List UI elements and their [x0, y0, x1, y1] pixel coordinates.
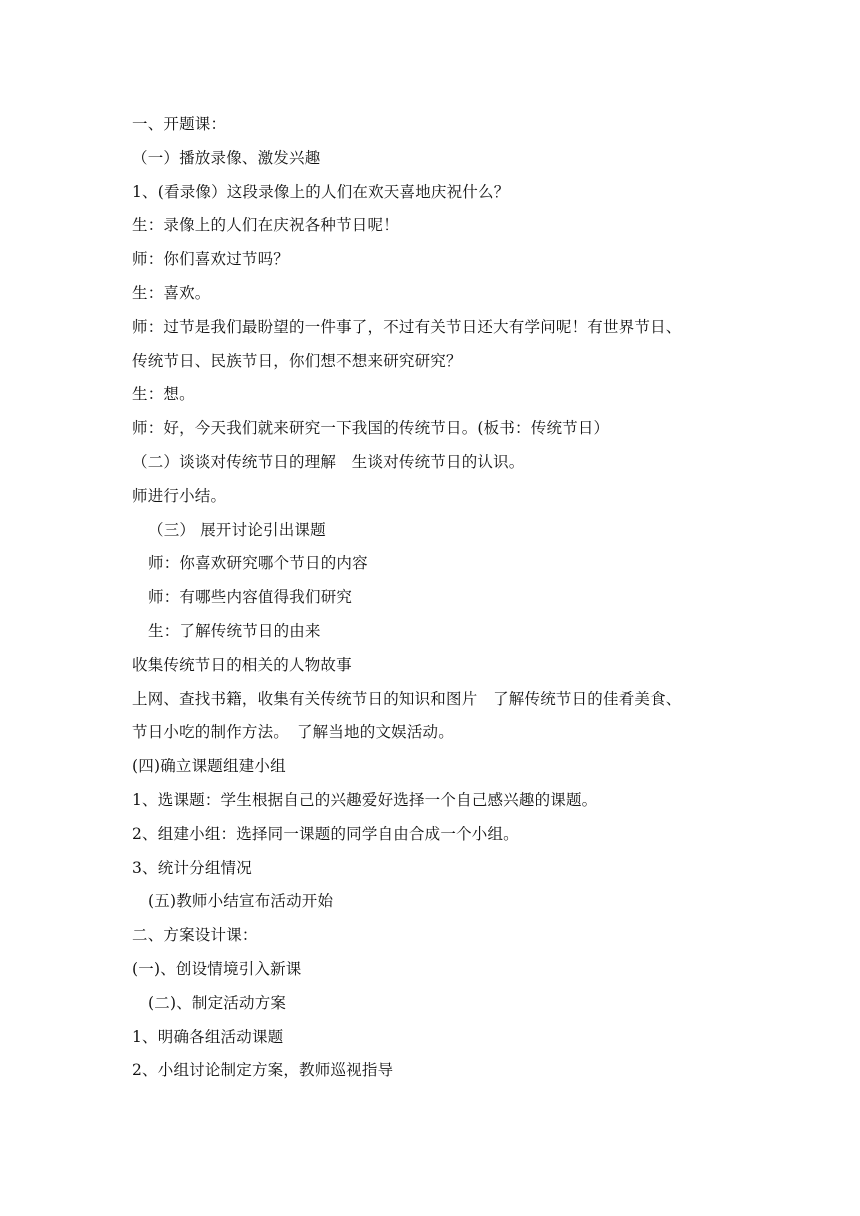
text-line: 师：你喜欢研究哪个节日的内容	[148, 554, 368, 573]
text-line: 1、选课题：学生根据自己的兴趣爱好选择一个自己感兴趣的课题。	[132, 790, 598, 809]
text-line: 节日小吃的制作方法。 了解当地的文娱活动。	[132, 723, 454, 742]
text-line: 传统节日、民族节日，你们想不想来研究研究？	[132, 351, 462, 370]
text-line: 师：好，今天我们就来研究一下我国的传统节日。(板书：传统节日）	[132, 419, 610, 438]
text-line: （二）谈谈对传统节日的理解 生谈对传统节日的认识。	[132, 452, 525, 471]
text-line: 收集传统节日的相关的人物故事	[132, 655, 352, 674]
text-line: 生：了解传统节日的由来	[148, 621, 321, 640]
text-line: 师：过节是我们最盼望的一件事了，不过有关节日还大有学问呢！有世界节日、	[132, 317, 682, 336]
text-line: 师：有哪些内容值得我们研究	[148, 588, 353, 607]
text-line: 3、统计分组情况	[132, 858, 252, 877]
text-line: 生：想。	[132, 385, 195, 404]
text-line: 二、方案设计课：	[132, 926, 258, 945]
text-line: 1、明确各组活动课题	[132, 1027, 284, 1046]
text-line: (一)、创设情境引入新课	[132, 959, 302, 978]
text-line: 2、组建小组：选择同一课题的同学自由合成一个小组。	[132, 824, 519, 843]
text-line: (二)、制定活动方案	[148, 993, 287, 1012]
text-line: 上网、查找书籍，收集有关传统节日的知识和图片 了解传统节日的佳肴美食、	[132, 689, 682, 708]
text-line: 师进行小结。	[132, 486, 227, 505]
document-body	[132, 108, 732, 1088]
text-line: (五)教师小结宣布活动开始	[148, 892, 334, 911]
text-line: 生：喜欢。	[132, 283, 211, 302]
text-line: 2、小组讨论制定方案，教师巡视指导	[132, 1061, 394, 1080]
text-line: （三） 展开讨论引出课题	[148, 520, 326, 539]
text-line: 生：录像上的人们在庆祝各种节日呢！	[132, 216, 399, 235]
text-line: 师：你们喜欢过节吗？	[132, 250, 290, 269]
text-line: 1、(看录像）这段录像上的人们在欢天喜地庆祝什么？	[132, 182, 510, 201]
text-line: （一）播放录像、激发兴趣	[132, 148, 321, 167]
text-line: (四)确立课题组建小组	[132, 757, 286, 776]
text-line: 一、开题课：	[132, 115, 227, 133]
